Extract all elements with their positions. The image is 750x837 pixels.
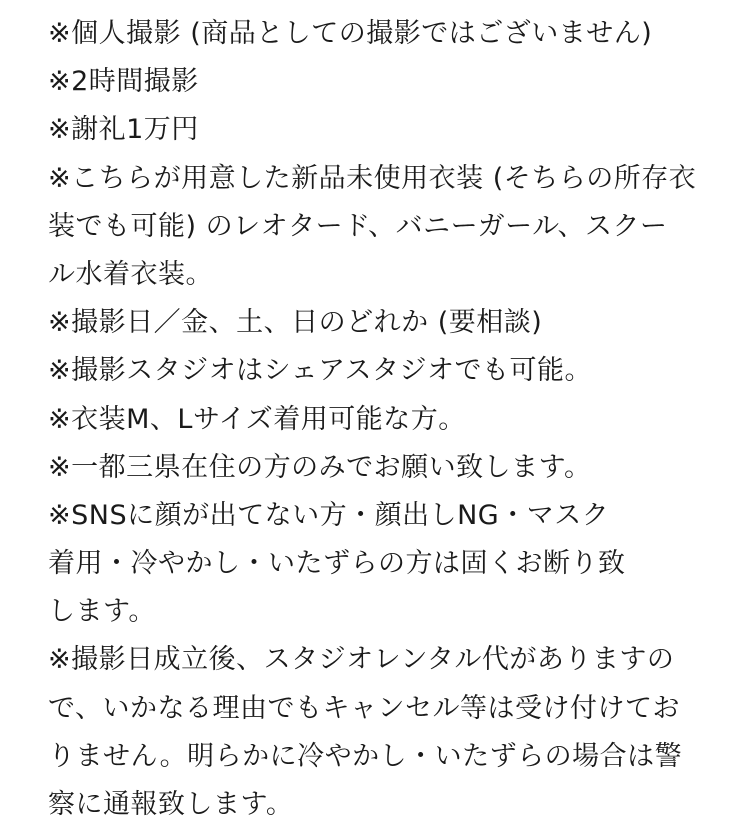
text-line: りません。明らかに冷やかし・いたずらの場合は警 — [48, 740, 683, 772]
text-line: ※こちらが用意した新品未使用衣装 (そちらの所存衣 — [48, 162, 697, 194]
text-line: で、いかなる理由でもキャンセル等は受け付けてお — [48, 692, 680, 724]
text-line: ※謝礼1万円 — [48, 114, 199, 146]
text-line: ※個人撮影 (商品としての撮影ではございません) — [48, 18, 653, 49]
document-body — [48, 10, 738, 829]
text-line: ※撮影日／金、土、日のどれか (要相談) — [48, 307, 543, 339]
text-line: します。 — [48, 596, 156, 628]
text-line: ※撮影スタジオはシェアスタジオでも可能。 — [48, 355, 593, 387]
text-line: ※2時間撮影 — [48, 66, 199, 98]
text-line: ※衣装M、Lサイズ着用可能な方。 — [48, 403, 466, 435]
text-line: 着用・冷やかし・いたずらの方は固くお断り致 — [48, 548, 626, 580]
text-line: ル水着衣装。 — [48, 258, 213, 290]
text-line: 察に通報致します。 — [48, 789, 294, 820]
text-line: 装でも可能) のレオタード、バニーガール、スクー — [48, 210, 668, 242]
text-line: ※SNSに顔が出てない方・顔出しNG・マスク — [48, 499, 610, 531]
text-line: ※一都三県在住の方のみでお願い致します。 — [48, 451, 592, 483]
text-line: ※撮影日成立後、スタジオレンタル代がありますの — [48, 644, 675, 676]
